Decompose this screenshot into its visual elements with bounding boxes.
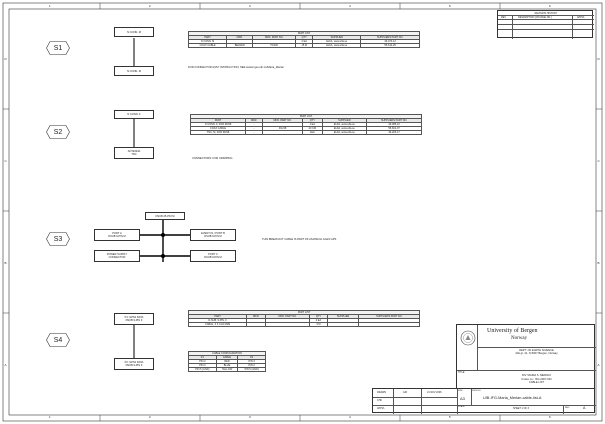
- table-cell: [327, 323, 359, 327]
- table-cell: ELFA, www.elfa.se: [313, 40, 361, 44]
- table-cell: ELFA, www.elfa.se: [322, 123, 367, 127]
- s4.config-caption: CABLE CONFIGURATION: [189, 352, 266, 356]
- frame-row-letter: A: [597, 363, 600, 367]
- s4-part-list: [188, 310, 420, 327]
- column-header: MFR. PART NO.: [266, 315, 310, 319]
- frame-row-letter: C: [597, 159, 600, 163]
- table-cell: [266, 323, 310, 327]
- table-cell: PIN 2: [189, 360, 217, 364]
- table-cell: 3 M: [310, 323, 327, 327]
- table-row: [189, 368, 266, 372]
- column-header: PART: [189, 315, 247, 319]
- scale-label: SCALE: [458, 406, 465, 408]
- title-field-label: TITLE: [458, 371, 465, 374]
- s3-port-c-box: [190, 250, 236, 262]
- column-header: PART: [189, 36, 227, 40]
- title-vessel: R/V 'MARIA S. MERIAN': [521, 374, 552, 377]
- table-row: [189, 364, 266, 368]
- frame-row-letter: D: [597, 57, 600, 61]
- table-cell: 55-614-25: [361, 44, 420, 48]
- s3-port-a-label: PORT A: [112, 232, 122, 235]
- frame-column-number: 3: [249, 415, 251, 419]
- s3-port-a-type: DSUB 9-PIN M: [108, 235, 126, 238]
- s3-power-supply-box: [94, 250, 140, 262]
- s1-part-list: [188, 31, 420, 48]
- s3-event-type: DSUB 9-PIN M: [204, 235, 222, 238]
- table-cell: 2 EA: [310, 319, 327, 323]
- column-header: MFR. PART NO.: [253, 36, 296, 40]
- frame-row-letter: B: [597, 261, 600, 265]
- s4-p1-box: [114, 313, 154, 325]
- s2-antenna-box: [114, 147, 154, 159]
- appvl-col-header: APPVL: [577, 15, 585, 19]
- rev-col-header: REV: [501, 15, 506, 19]
- frame-column-number: 5: [449, 415, 451, 419]
- table-cell: 46-203-17: [367, 131, 422, 135]
- table-cell: H1000: [253, 44, 296, 48]
- table-cell: TNC, M, FOR RG58: [191, 131, 246, 135]
- s3-event-in-box: [190, 229, 236, 241]
- table-cell: CABLE, 3 X 0.22 MM2: [189, 323, 247, 327]
- sheet-number: SHEET 1 OF 3: [513, 407, 529, 410]
- table-cell: RG-58: [263, 127, 303, 131]
- s2-connector-top-label: N CONN. F: [127, 113, 141, 116]
- column-header: SUPPLIER: [327, 315, 359, 319]
- s3-wiring: [140, 220, 190, 262]
- s2-antenna-label: ANTENNA: [127, 150, 141, 153]
- university-seal-icon: [460, 329, 476, 347]
- s1-connector-top: [114, 27, 154, 37]
- column-header: MFR.: [247, 315, 266, 319]
- column-header: QTY: [310, 315, 327, 319]
- frame-column-number: 2: [149, 415, 151, 419]
- table-cell: D-SUB, 9-PIN, F: [189, 319, 247, 323]
- s4-section-marker: [46, 333, 70, 347]
- column-header: SUPPLIERS PART NO.: [361, 36, 420, 40]
- table-cell: ELFA, www.elfa.se: [313, 44, 361, 48]
- table-row: [189, 44, 420, 48]
- column-header: P2: [238, 356, 266, 360]
- table-cell: PIN 2: [238, 364, 266, 368]
- s4-p2-label: P2: GPS2 DATA: [124, 361, 144, 364]
- frame-column-number: 4: [349, 3, 351, 8]
- column-header: SUPPLIER: [322, 119, 367, 123]
- column-header: SUPPLIER: [313, 36, 361, 40]
- table-cell: -: [246, 131, 263, 135]
- table-cell: N CONN. F, FOR RG58: [191, 123, 246, 127]
- column-header: MFR.: [246, 119, 263, 123]
- table-cell: [263, 131, 303, 135]
- description-col-header: DESCRIPTION (CHANGE NO.): [518, 15, 552, 19]
- rev-value: A: [583, 406, 586, 410]
- table-cell: PIN 3: [238, 360, 266, 364]
- s2-antenna-type: TNC: [131, 153, 137, 156]
- frame-column-number: 6: [549, 3, 551, 8]
- table-cell: -: [246, 123, 263, 127]
- table-cell: ELFA, www.elfa.se: [322, 131, 367, 135]
- column-header: QTY: [303, 119, 322, 123]
- appvl-label: APPVL: [377, 407, 385, 410]
- s3-port-a-box: [94, 229, 140, 241]
- drawn-date: 21 NOV 2006: [427, 391, 442, 394]
- department-address: Allé gt. 41, N-5007 Bergen, Norway: [515, 352, 558, 355]
- frame-row-letter: A: [4, 363, 7, 367]
- s2-section-marker: [46, 125, 70, 139]
- s2-label: S2: [53, 128, 63, 136]
- s4.table-caption: PART LIST: [189, 311, 420, 315]
- frame-column-number: 5: [449, 3, 451, 8]
- table-cell: 15 M: [296, 44, 313, 48]
- drawn-label: DRAWN: [377, 391, 386, 394]
- s3-junction-bottom: [161, 254, 165, 258]
- s3-section-marker: [46, 232, 70, 246]
- column-header: SUPPLIERS PART NO.: [367, 119, 422, 123]
- table-cell: 1 EA: [303, 123, 322, 127]
- s3-junction-top: [161, 233, 165, 237]
- table-row: [189, 360, 266, 364]
- chk-label: CHK: [377, 399, 383, 402]
- size-label: SIZE: [458, 390, 463, 392]
- dwg-no-label: DWG NO.: [472, 390, 481, 392]
- table-row: [189, 323, 420, 327]
- s4-label: S4: [53, 336, 63, 344]
- s3-label: S3: [53, 235, 63, 243]
- title-cruise: Cruise no.: IFG-2007-001: [521, 377, 552, 381]
- s4-p1-type: DSUB 9-PIN F: [125, 319, 143, 322]
- s1-assy-note: FOR CONNECTOR ASSY INSTRUCTION, SEE www2.geo.uib.no/Maria_Merian: [188, 66, 284, 69]
- table-cell: YELLOW: [216, 368, 238, 372]
- frame-row-letter: D: [4, 57, 7, 61]
- title-cable-list: CABLE LIST: [528, 381, 545, 384]
- revision-history-title: REVISION HISTORY: [534, 11, 558, 15]
- table-cell: RED: [216, 360, 238, 364]
- table-cell: -: [246, 127, 263, 131]
- s4-cable-configuration: [188, 351, 266, 372]
- s4-p2-box: [114, 358, 154, 370]
- s4-p2-type: DSUB 9-PIN F: [125, 364, 143, 367]
- s1-connector-bottom: [114, 66, 154, 76]
- rev-label: REV: [565, 407, 570, 409]
- revision-history-block: [497, 10, 593, 38]
- table-row: [191, 131, 422, 135]
- s3-power-label: POWER SUPPLY: [106, 253, 128, 256]
- column-header: MFR. PART NO.: [263, 119, 303, 123]
- s3-event-label: EVENT IN / PORT B: [201, 232, 225, 235]
- frame-column-number: 4: [349, 415, 351, 419]
- drawn-by: GM: [403, 391, 407, 394]
- column-header: SUPPLIERS PART NO.: [359, 315, 420, 319]
- s1-connector-top-label: N CONN. M: [127, 30, 141, 34]
- table-cell: 20 CM: [303, 127, 322, 131]
- table-cell: N CONN. M: [189, 40, 227, 44]
- table-cell: COAX CABLE: [189, 44, 227, 48]
- column-header: MFR.: [227, 36, 253, 40]
- s2-connectors-note: CONNECTORS: FOR CRIMPING: [192, 157, 233, 160]
- table-cell: 46-074-12: [361, 40, 420, 44]
- s3-port-c-type: DSUB 9-PIN M: [204, 256, 222, 259]
- size-value: A3: [460, 396, 465, 401]
- s3-dsub25-label: DSUB 25-PIN M: [155, 214, 175, 218]
- table-cell: 46-085-10: [367, 123, 422, 127]
- s1.table-caption: PART LIST: [189, 32, 420, 36]
- frame-column-number: 1: [49, 415, 51, 419]
- frame-row-letter: B: [4, 261, 7, 265]
- title-block-lower: [372, 388, 595, 413]
- university-country: Norway: [511, 336, 528, 341]
- table-cell: COAX CABLE: [191, 127, 246, 131]
- frame-column-number: 3: [249, 3, 251, 8]
- s3-power-type: CONNECTOR: [108, 256, 126, 259]
- s4-p1-label: P1: GPS2 DATA: [124, 316, 144, 319]
- s1-label: S1: [53, 44, 63, 52]
- table-cell: BLUE: [216, 364, 238, 368]
- column-header: CABLE: [216, 356, 238, 360]
- dwg-no-value: UIB-IFG-Maria_Merian-cable-list-A: [483, 396, 542, 400]
- department-name: DEPT. OF EARTH SCIENCE: [519, 348, 554, 352]
- column-header: P1: [189, 356, 217, 360]
- frame-column-number: 1: [49, 3, 51, 8]
- table-cell: 55-601-07: [367, 127, 422, 131]
- s3-dsub25-box: [145, 212, 185, 220]
- column-header: PART: [191, 119, 246, 123]
- s3-port-c-label: PORT C: [208, 253, 218, 256]
- table-cell: ELFA, www.elfa.se: [322, 127, 367, 131]
- table-cell: BELDEN: [227, 44, 253, 48]
- table-cell: [247, 323, 266, 327]
- s1-section-marker: [46, 41, 70, 55]
- frame-column-number: 6: [549, 415, 551, 419]
- frame-row-letter: C: [4, 159, 7, 163]
- university-name: University of Bergen: [487, 328, 538, 334]
- frame-column-number: 2: [149, 3, 151, 8]
- s2-part-list: [190, 114, 422, 135]
- table-cell: PIN 5 (GND): [189, 368, 217, 372]
- column-header: QTY: [296, 36, 313, 40]
- table-cell: [359, 323, 420, 327]
- table-cell: 2 EA: [296, 40, 313, 44]
- table-cell: 1EA: [303, 131, 322, 135]
- s3-breakout-note: THIS BREAKOUT CABLE IS PART OF ASHTECH GG24 GPS: [262, 238, 337, 241]
- s2-connector-top: [114, 110, 154, 119]
- s2.table-caption: PART LIST: [191, 115, 422, 119]
- table-cell: PIN 5 (GND): [238, 368, 266, 372]
- table-cell: PIN 3: [189, 364, 217, 368]
- s1-connector-bottom-label: N CONN. M: [127, 69, 141, 73]
